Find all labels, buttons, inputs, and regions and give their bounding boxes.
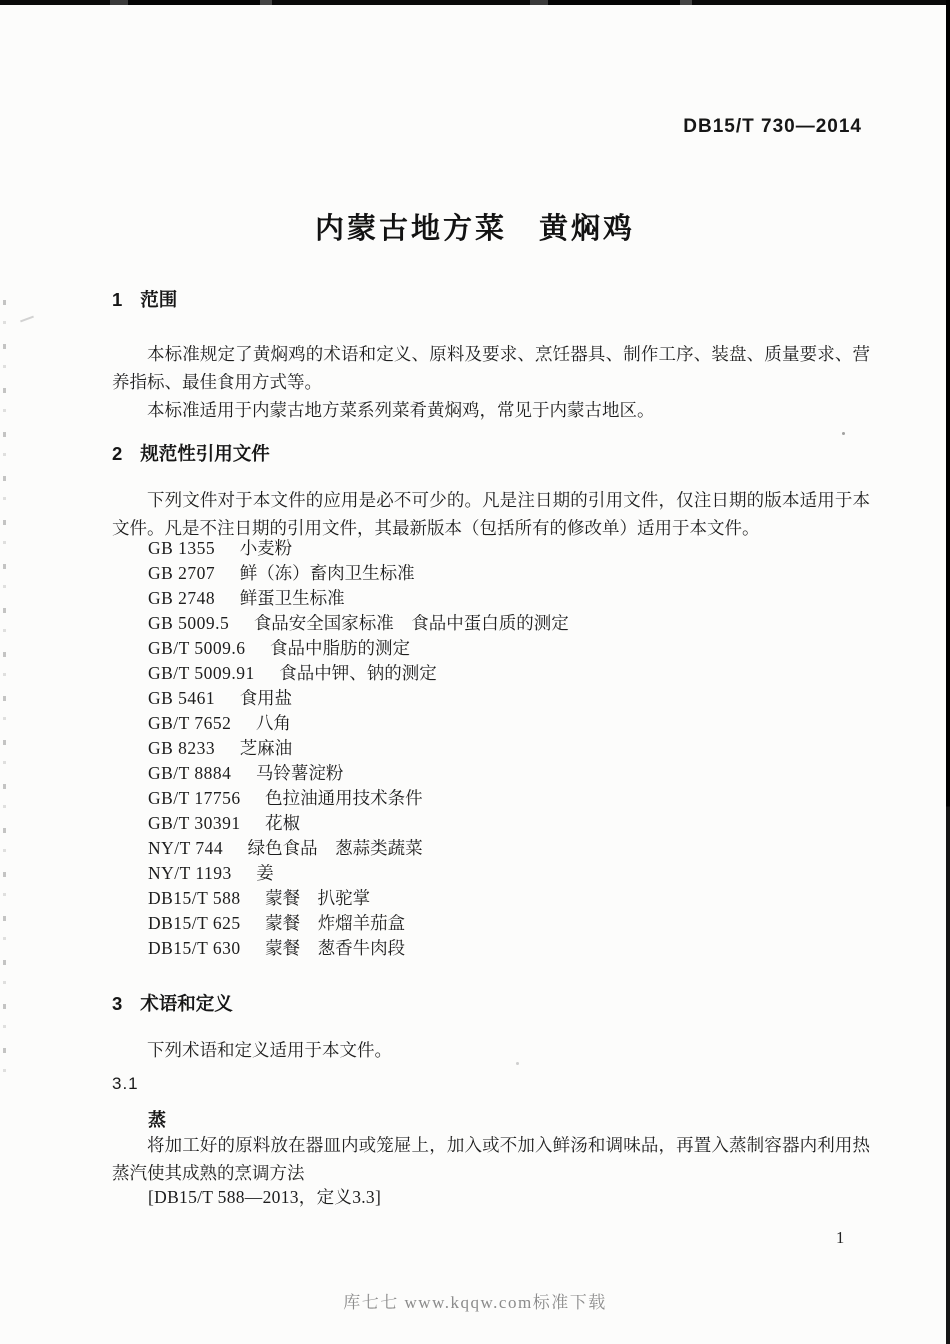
references-intro: 下列文件对于本文件的应用是必不可少的。凡是注日期的引用文件，仅注日期的版本适用于本文件。凡是不注日期的引用文件，其最新版本（包括所有的修改单）适用于本文件。	[112, 490, 870, 538]
reference-item	[148, 936, 868, 961]
reference-item	[148, 711, 868, 736]
reference-code: DB15/T 625	[148, 913, 241, 933]
reference-title: 姜	[256, 863, 274, 883]
reference-code: GB 1355	[148, 538, 216, 558]
reference-code: GB/T 5009.91	[148, 663, 255, 683]
term-3-1-source: [DB15/T 588—2013，定义3.3]	[148, 1187, 382, 1207]
reference-title: 鲜蛋卫生标准	[239, 588, 345, 608]
reference-code: GB/T 7652	[148, 713, 232, 733]
reference-code: NY/T 1193	[148, 863, 232, 883]
section-2-heading	[112, 440, 270, 466]
reference-title: 食品中钾、钠的测定	[279, 663, 437, 683]
scan-artifact-top-edge	[0, 0, 950, 5]
section-1-title: 范围	[140, 289, 178, 310]
section-1-heading	[112, 286, 177, 312]
reference-title: 芝麻油	[239, 738, 293, 758]
reference-item	[148, 561, 868, 586]
reference-code: GB/T 30391	[148, 813, 241, 833]
reference-title: 食品安全国家标准 食品中蛋白质的测定	[253, 613, 569, 633]
scope-paragraph-2: 本标准适用于内蒙古地方菜系列菜肴黄焖鸡，常见于内蒙古地区。	[147, 400, 655, 420]
reference-code: GB/T 17756	[148, 788, 241, 808]
scan-speck	[20, 316, 34, 323]
reference-title: 小麦粉	[239, 538, 293, 558]
reference-item	[148, 686, 868, 711]
reference-item	[148, 911, 868, 936]
reference-item	[148, 586, 868, 611]
reference-item	[148, 536, 868, 561]
term-3-1-definition: 将加工好的原料放在器皿内或笼屉上，加入或不加入鲜汤和调味品，再置入蒸制容器内利用热蒸汽使其成熟的烹调方法	[112, 1135, 870, 1183]
normative-reference-list	[148, 536, 868, 961]
reference-code: GB/T 5009.6	[148, 638, 246, 658]
term-3-1-word: 蒸	[148, 1110, 166, 1130]
scope-paragraph-1: 本标准规定了黄焖鸡的术语和定义、原料及要求、烹饪器具、制作工序、装盘、质量要求、营养指标、最佳食用方式等。	[112, 344, 870, 392]
reference-title: 食用盐	[239, 688, 293, 708]
scan-artifact-left-noise	[3, 300, 6, 1080]
section-2-title: 规范性引用文件	[140, 443, 270, 464]
reference-code: GB/T 8884	[148, 763, 232, 783]
reference-item	[148, 861, 868, 886]
section-3-number: 3	[112, 993, 123, 1014]
reference-code: DB15/T 588	[148, 888, 241, 908]
reference-title: 蒙餐 炸熘羊茄盒	[265, 913, 406, 933]
section-3-body	[112, 1036, 870, 1064]
reference-item	[148, 786, 868, 811]
footer-watermark: 库七七 www.kqqw.com标准下载	[343, 1293, 607, 1312]
reference-title: 绿色食品 葱蒜类蔬菜	[247, 838, 423, 858]
reference-title: 色拉油通用技术条件	[265, 788, 423, 808]
section-2-number: 2	[112, 443, 123, 464]
scan-speck	[842, 432, 845, 435]
reference-code: GB 2707	[148, 563, 216, 583]
reference-item	[148, 611, 868, 636]
reference-item	[148, 811, 868, 836]
reference-item	[148, 736, 868, 761]
page-number: 1	[836, 1228, 845, 1247]
section-2-body	[112, 486, 870, 542]
reference-code: DB15/T 630	[148, 938, 241, 958]
reference-item	[148, 761, 868, 786]
reference-item	[148, 886, 868, 911]
section-3-title: 术语和定义	[140, 993, 233, 1014]
term-3-1-number: 3.1	[112, 1074, 139, 1093]
document-title: 内蒙古地方菜 黄焖鸡	[314, 213, 635, 245]
reference-item	[148, 661, 868, 686]
terms-intro: 下列术语和定义适用于本文件。	[147, 1040, 392, 1060]
reference-item	[148, 836, 868, 861]
reference-item	[148, 636, 868, 661]
reference-title: 花椒	[265, 813, 301, 833]
term-3-1-definition-block	[112, 1131, 870, 1187]
reference-title: 马铃薯淀粉	[255, 763, 344, 783]
scan-artifact-right-edge	[946, 0, 950, 1344]
section-1-body	[112, 340, 870, 424]
reference-title: 鲜（冻）畜肉卫生标准	[239, 563, 415, 583]
reference-title: 蒙餐 扒驼掌	[265, 888, 371, 908]
reference-title: 蒙餐 葱香牛肉段	[265, 938, 406, 958]
reference-title: 食品中脂肪的测定	[270, 638, 411, 658]
reference-code: GB 8233	[148, 738, 216, 758]
reference-title: 八角	[255, 713, 291, 733]
standard-code: DB15/T 730—2014	[683, 116, 862, 137]
reference-code: GB 5461	[148, 688, 216, 708]
reference-code: GB 2748	[148, 588, 216, 608]
section-1-number: 1	[112, 289, 123, 310]
reference-code: GB 5009.5	[148, 613, 230, 633]
section-3-heading	[112, 990, 233, 1016]
reference-code: NY/T 744	[148, 838, 224, 858]
